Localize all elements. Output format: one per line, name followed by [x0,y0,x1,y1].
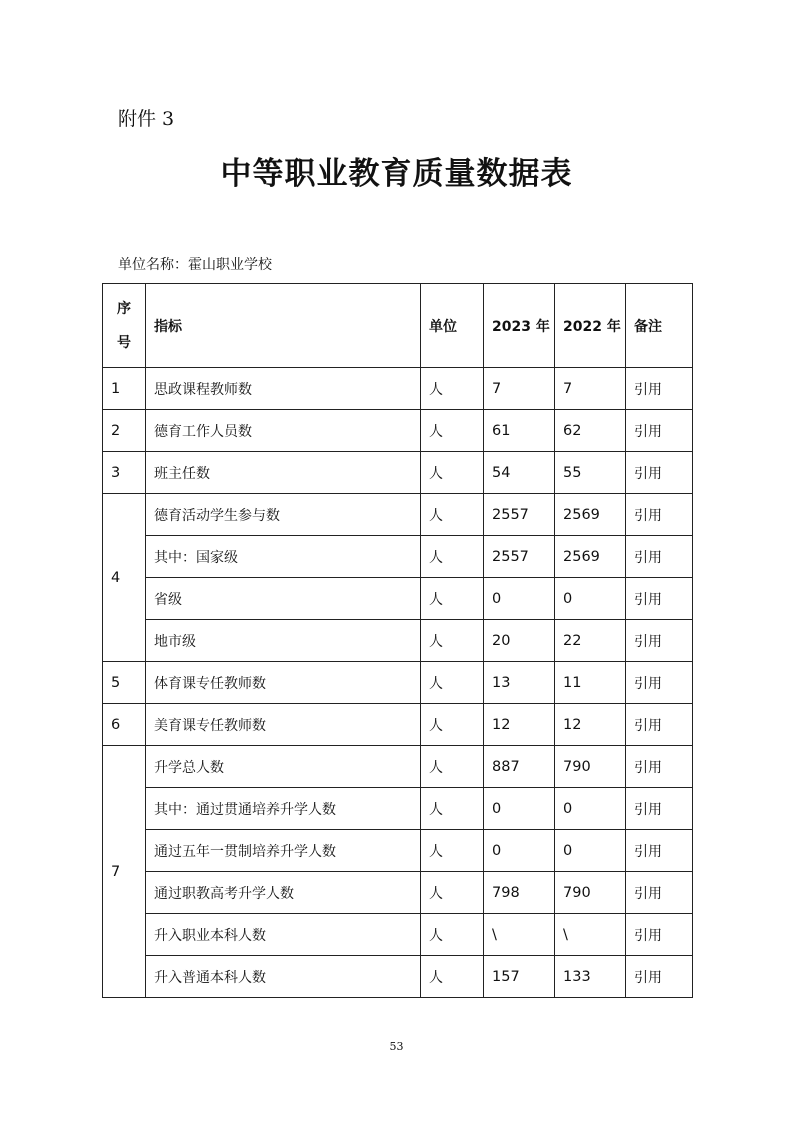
table-row [103,452,693,494]
cell-2023: 54 [484,452,555,494]
cell-note: 引用 [626,494,693,536]
table-row [103,410,693,452]
cell-indicator: 体育课专任教师数 [146,662,421,704]
cell-indicator: 升入普通本科人数 [146,956,421,998]
cell-2023: 61 [484,410,555,452]
cell-indicator: 升学总人数 [146,746,421,788]
cell-indicator: 美育课专任教师数 [146,704,421,746]
cell-note: 引用 [626,536,693,578]
cell-2022: 22 [555,620,626,662]
cell-2023: 887 [484,746,555,788]
cell-2022: 7 [555,368,626,410]
cell-unit: 人 [421,746,484,788]
cell-seq: 3 [103,452,146,494]
cell-2022: 11 [555,662,626,704]
cell-2022: 133 [555,956,626,998]
cell-indicator: 通过职教高考升学人数 [146,872,421,914]
cell-unit: 人 [421,368,484,410]
cell-indicator: 通过五年一贯制培养升学人数 [146,830,421,872]
cell-seq: 2 [103,410,146,452]
table-row [103,788,693,830]
cell-2023: 20 [484,620,555,662]
cell-2022: 790 [555,872,626,914]
cell-indicator: 地市级 [146,620,421,662]
cell-2023: 12 [484,704,555,746]
cell-unit: 人 [421,452,484,494]
cell-seq: 6 [103,704,146,746]
cell-2023: 13 [484,662,555,704]
cell-2023: 0 [484,578,555,620]
cell-2022: 55 [555,452,626,494]
unit-name: 单位名称：霍山职业学校 [118,257,272,273]
cell-2023: 0 [484,830,555,872]
cell-unit: 人 [421,872,484,914]
header-2022: 2022 年 [555,284,626,368]
cell-unit: 人 [421,578,484,620]
cell-2023: 798 [484,872,555,914]
header-seq: 序 号 [103,284,146,368]
cell-note: 引用 [626,788,693,830]
cell-2023: 0 [484,788,555,830]
table-row [103,956,693,998]
table-row [103,620,693,662]
table-row [103,494,693,536]
cell-seq: 5 [103,662,146,704]
cell-unit: 人 [421,830,484,872]
cell-unit: 人 [421,956,484,998]
cell-indicator: 其中：通过贯通培养升学人数 [146,788,421,830]
cell-unit: 人 [421,620,484,662]
table-row [103,746,693,788]
cell-2023: \ [484,914,555,956]
cell-2022: 2569 [555,536,626,578]
cell-2023: 7 [484,368,555,410]
cell-note: 引用 [626,956,693,998]
cell-seq: 1 [103,368,146,410]
cell-note: 引用 [626,368,693,410]
cell-note: 引用 [626,746,693,788]
cell-indicator: 思政课程教师数 [146,368,421,410]
cell-note: 引用 [626,914,693,956]
table-row [103,536,693,578]
cell-note: 引用 [626,662,693,704]
quality-data-table [102,283,693,998]
cell-unit: 人 [421,536,484,578]
table-row [103,704,693,746]
cell-2022: 0 [555,830,626,872]
table-header-row [103,284,693,368]
cell-2022: 0 [555,578,626,620]
cell-indicator: 升入职业本科人数 [146,914,421,956]
table-row [103,578,693,620]
table-row [103,368,693,410]
cell-2023: 157 [484,956,555,998]
cell-indicator: 德育工作人员数 [146,410,421,452]
cell-note: 引用 [626,452,693,494]
cell-unit: 人 [421,494,484,536]
cell-note: 引用 [626,410,693,452]
table-row [103,914,693,956]
header-note: 备注 [626,284,693,368]
cell-unit: 人 [421,788,484,830]
header-2023: 2023 年 [484,284,555,368]
cell-indicator: 班主任数 [146,452,421,494]
cell-2022: 2569 [555,494,626,536]
cell-unit: 人 [421,410,484,452]
cell-unit: 人 [421,662,484,704]
cell-2022: 790 [555,746,626,788]
cell-indicator: 其中：国家级 [146,536,421,578]
page-number: 53 [389,1040,404,1053]
table-row [103,830,693,872]
cell-seq: 4 [103,494,146,662]
cell-2022: \ [555,914,626,956]
cell-note: 引用 [626,872,693,914]
table-row [103,662,693,704]
cell-2023: 2557 [484,536,555,578]
header-unit: 单位 [421,284,484,368]
cell-note: 引用 [626,830,693,872]
cell-unit: 人 [421,914,484,956]
cell-2022: 62 [555,410,626,452]
cell-seq: 7 [103,746,146,998]
attachment-label: 附件 3 [118,108,175,130]
page-title: 中等职业教育质量数据表 [220,156,573,192]
cell-indicator: 省级 [146,578,421,620]
cell-note: 引用 [626,578,693,620]
cell-2023: 2557 [484,494,555,536]
cell-indicator: 德育活动学生参与数 [146,494,421,536]
cell-2022: 0 [555,788,626,830]
cell-unit: 人 [421,704,484,746]
table-row [103,872,693,914]
cell-note: 引用 [626,704,693,746]
cell-2022: 12 [555,704,626,746]
cell-note: 引用 [626,620,693,662]
header-indicator: 指标 [146,284,421,368]
